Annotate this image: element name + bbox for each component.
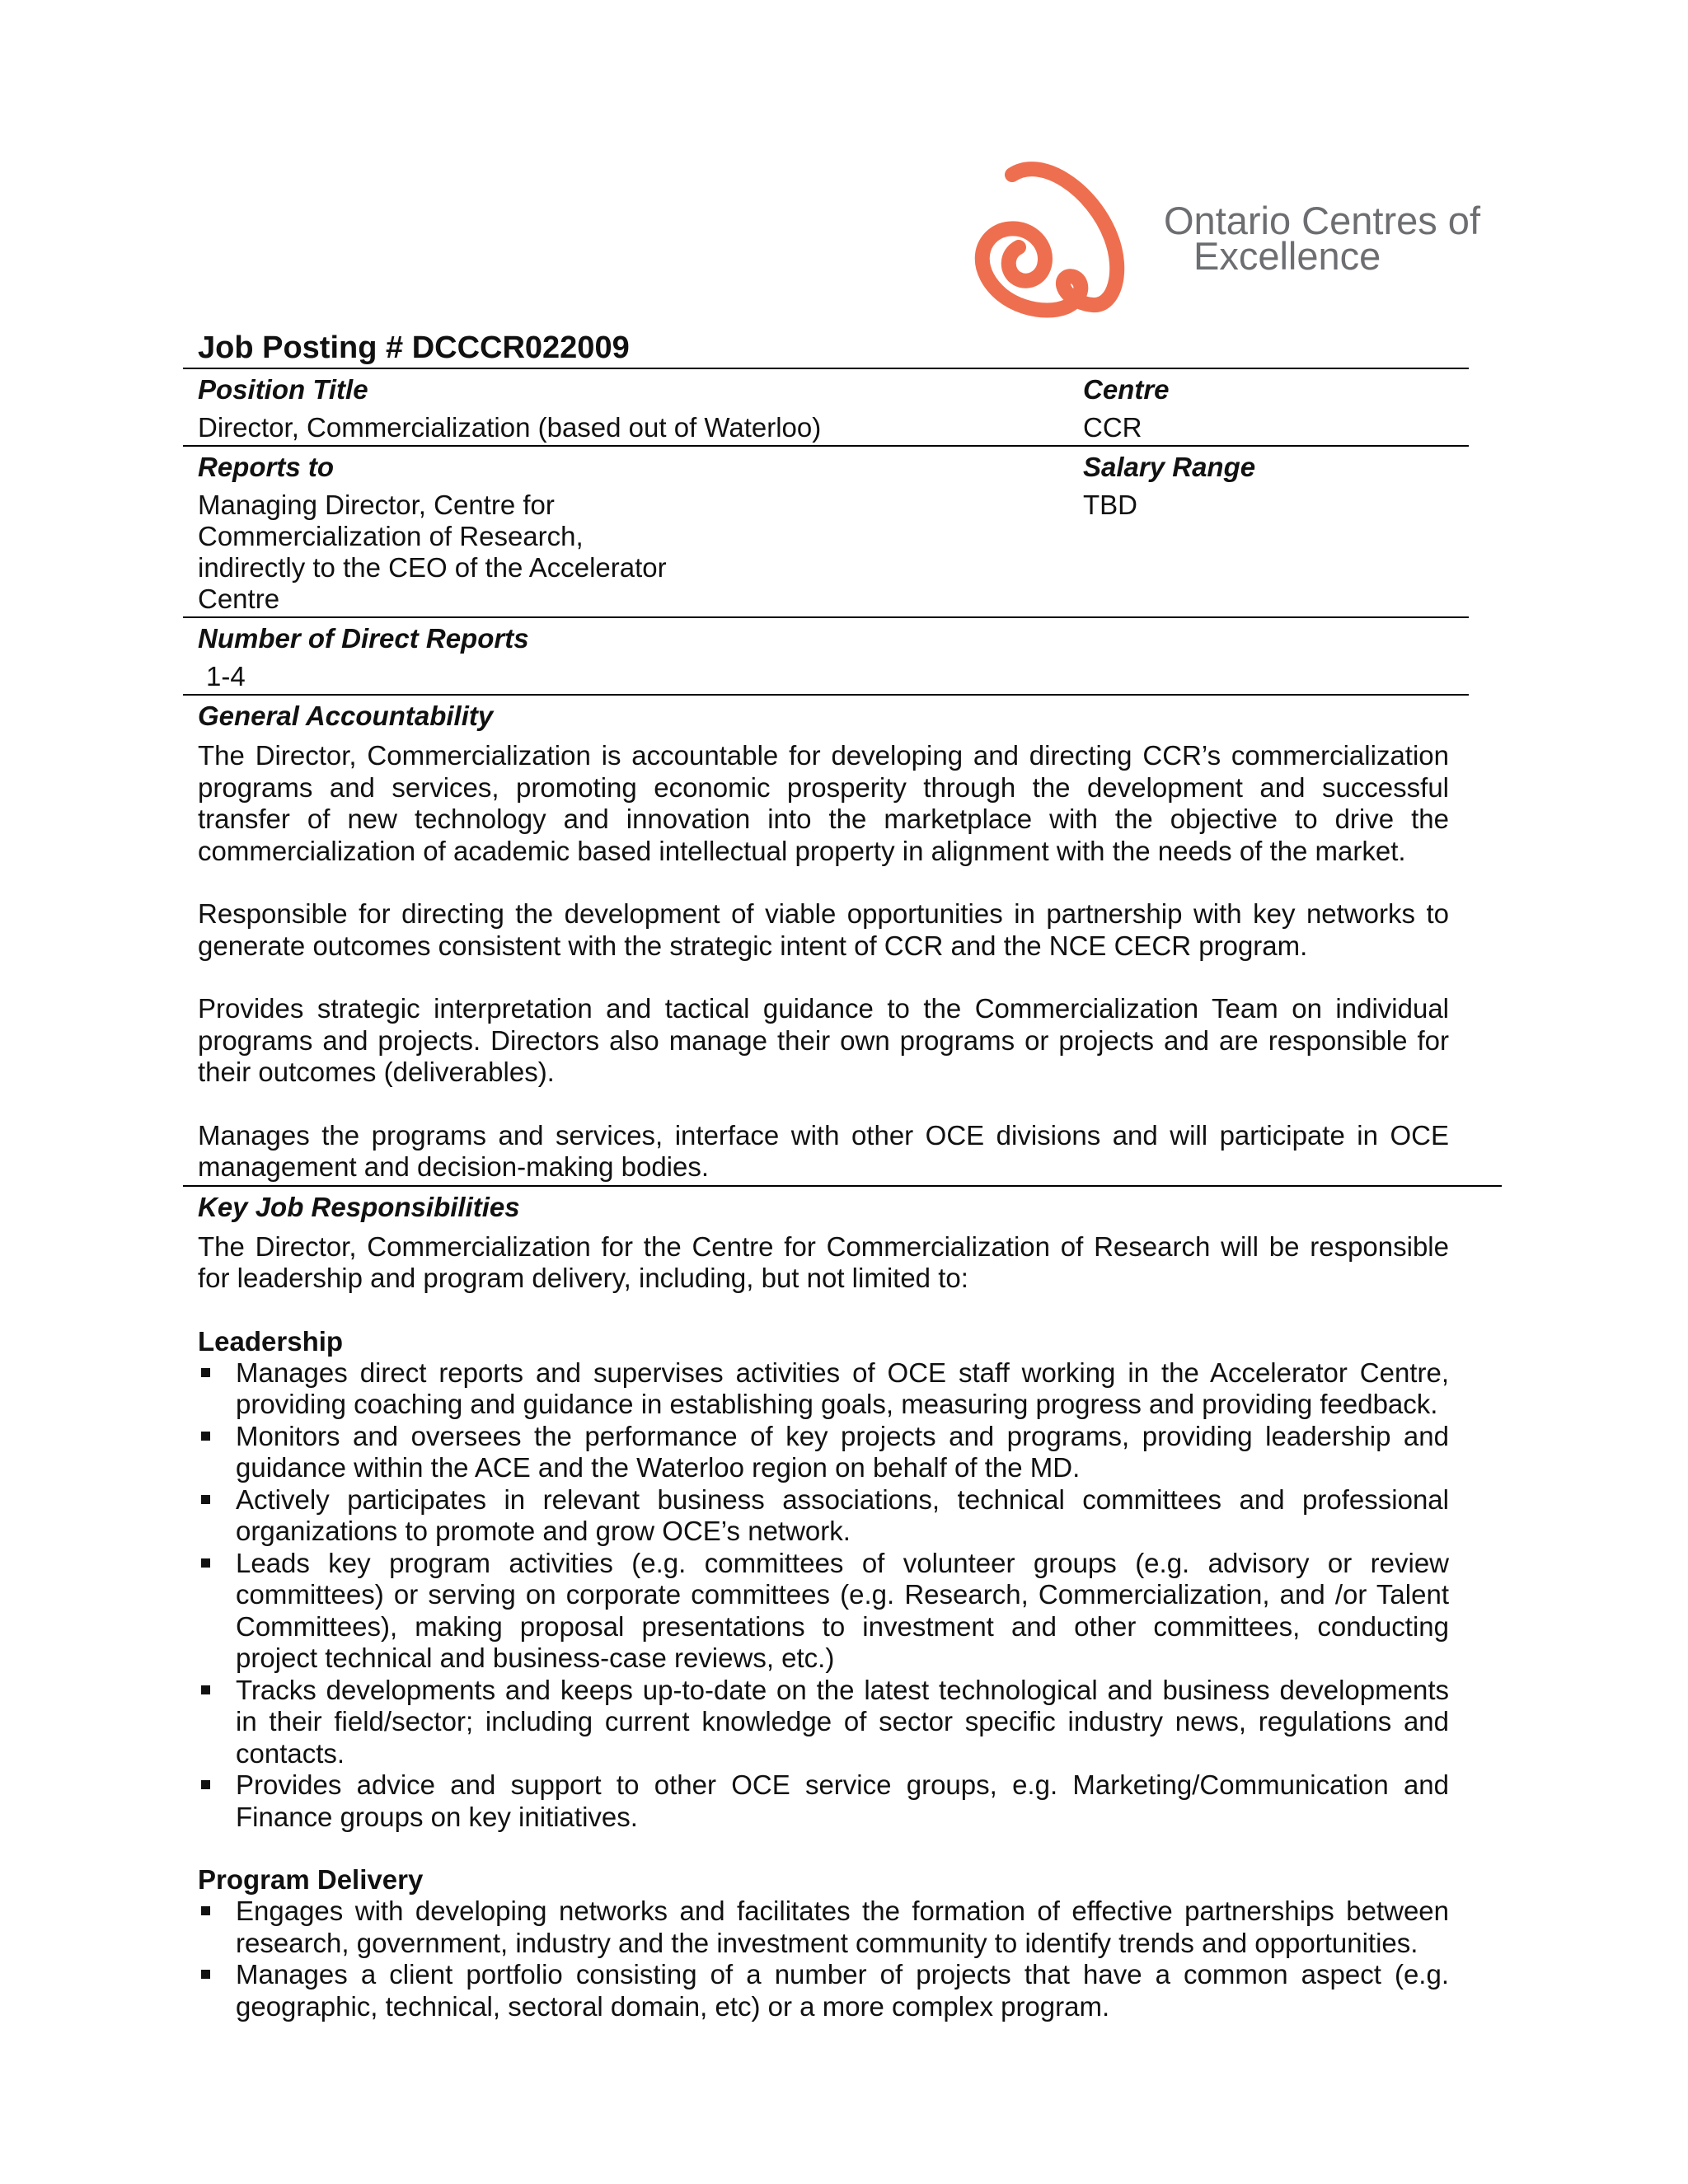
position-title-value: Director, Commercialization (based out of Waterloo) [198,412,822,443]
reports-to-label: Reports to [198,452,334,482]
reports-row [183,445,1469,616]
reports-to-line: Managing Director, Centre for [198,490,555,520]
general-paragraph: Manages the programs and services, interface with other OCE divisions and will participate in OCE management and decision-making bodies. [198,1119,1449,1182]
list-item-text: Actively participates in relevant business associations, technical committees and professional organizations to promote and grow OCE’s network. [236,1483,1449,1546]
position-title-label: Position Title [198,374,368,405]
list-item-text: Provides advice and support to other OCE service groups, e.g. Marketing/Communication and Finance groups on key initiatives. [236,1769,1449,1832]
bullet-square-icon [201,1685,210,1694]
list-item-text: Tracks developments and keeps up-to-date on the latest technological and business developments in their field/sector; including current knowledge of sector specific industry news, regulations and contacts. [236,1674,1449,1769]
direct-reports-row [183,616,1469,694]
list-item [198,1769,1449,1833]
list-item [198,1357,1449,1421]
reports-to-line: indirectly to the CEO of the Accelerator [198,552,667,583]
program-delivery-heading: Program Delivery [198,1864,424,1895]
list-item [198,1484,1449,1548]
salary-range-label: Salary Range [1083,452,1256,482]
key-intro-paragraph: The Director, Commercialization for the Centre for Commercialization of Research will be responsible for leadership and program delivery, including, but not limited to: [198,1230,1449,1293]
list-item-text: Leads key program activities (e.g. committees of volunteer groups (e.g. advisory or review committees) or serving on corporate committees (e.g. Research, Commercialization, and /or Talent Committees), making proposal presentations to investment and other committees, conducting project technical and business-case reviews, etc.) [236,1547,1449,1673]
list-item [198,1675,1449,1770]
general-accountability-section [183,694,1469,1185]
general-paragraph: The Director, Commercialization is accountable for developing and directing CCR’s commercialization programs and services, promoting economic prosperity through the development and successful transfer of new technology and innovation into the marketplace with the objective to drive the commercialization of academic based intellectual property in alignment with the needs of the market. [198,740,1449,866]
bullet-square-icon [201,1368,210,1377]
general-accountability-label: General Accountability [198,701,494,731]
list-item [198,1959,1449,2022]
leadership-heading: Leadership [198,1325,344,1357]
reports-to-value [198,485,1469,615]
list-item [198,1548,1449,1675]
direct-reports-value: 1-4 [206,661,246,691]
logo-line-1: Ontario Centres of [1164,199,1481,242]
oce-logo [969,157,1505,321]
reports-to-line: Centre [198,583,280,614]
job-posting-title: Job Posting # DCCCR022009 [198,330,630,365]
position-row [183,368,1469,445]
bullet-square-icon [201,1780,210,1789]
leadership-list [198,1357,1469,1834]
list-item [198,1896,1449,1959]
bullet-square-icon [201,1432,210,1441]
oce-swirl-icon [969,157,1134,321]
general-paragraph: Provides strategic interpretation and tactical guidance to the Commercialization Team on individual programs and projects. Directors also manage their own programs or projects and are responsible for their outcomes (deliverables). [198,993,1449,1087]
reports-to-line: Commercialization of Research, [198,521,584,551]
program-delivery-list [198,1896,1469,2022]
list-item-text: Monitors and oversees the performance of key projects and programs, providing leadership and guidance within the ACE and the Waterloo region on behalf of the MD. [236,1420,1449,1483]
list-item-text: Engages with developing networks and facilitates the formation of effective partnerships between research, government, industry and the investment community to identify trends and opportunities. [236,1896,1449,1958]
bullet-square-icon [201,1906,210,1915]
list-item [198,1421,1449,1484]
salary-range-value: TBD [1083,490,1137,520]
general-paragraph: Responsible for directing the development of viable opportunities in partnership with key networks to generate outcomes consistent with the strategic intent of CCR and the NCE CECR program. [198,898,1449,961]
list-item-text: Manages direct reports and supervises activities of OCE staff working in the Accelerator Centre, providing coaching and guidance in establishing goals, measuring progress and providing feedback. [236,1357,1449,1419]
bullet-square-icon [201,1970,210,1979]
direct-reports-label: Number of Direct Reports [198,623,529,654]
list-item-text: Manages a client portfolio consisting of a number of projects that have a common aspect (e.g. geographic, technical, sectoral domain, etc) or a more complex program. [236,1959,1449,2022]
key-responsibilities-section [183,1185,1502,2025]
logo-line-2: Excellence [1193,234,1381,278]
centre-value: CCR [1083,412,1142,443]
bullet-square-icon [201,1558,210,1568]
bullet-square-icon [201,1495,210,1504]
logo-wordmark [1164,199,1481,278]
job-posting-document [183,328,1469,2024]
key-responsibilities-label: Key Job Responsibilities [198,1191,520,1222]
centre-label: Centre [1083,374,1170,405]
